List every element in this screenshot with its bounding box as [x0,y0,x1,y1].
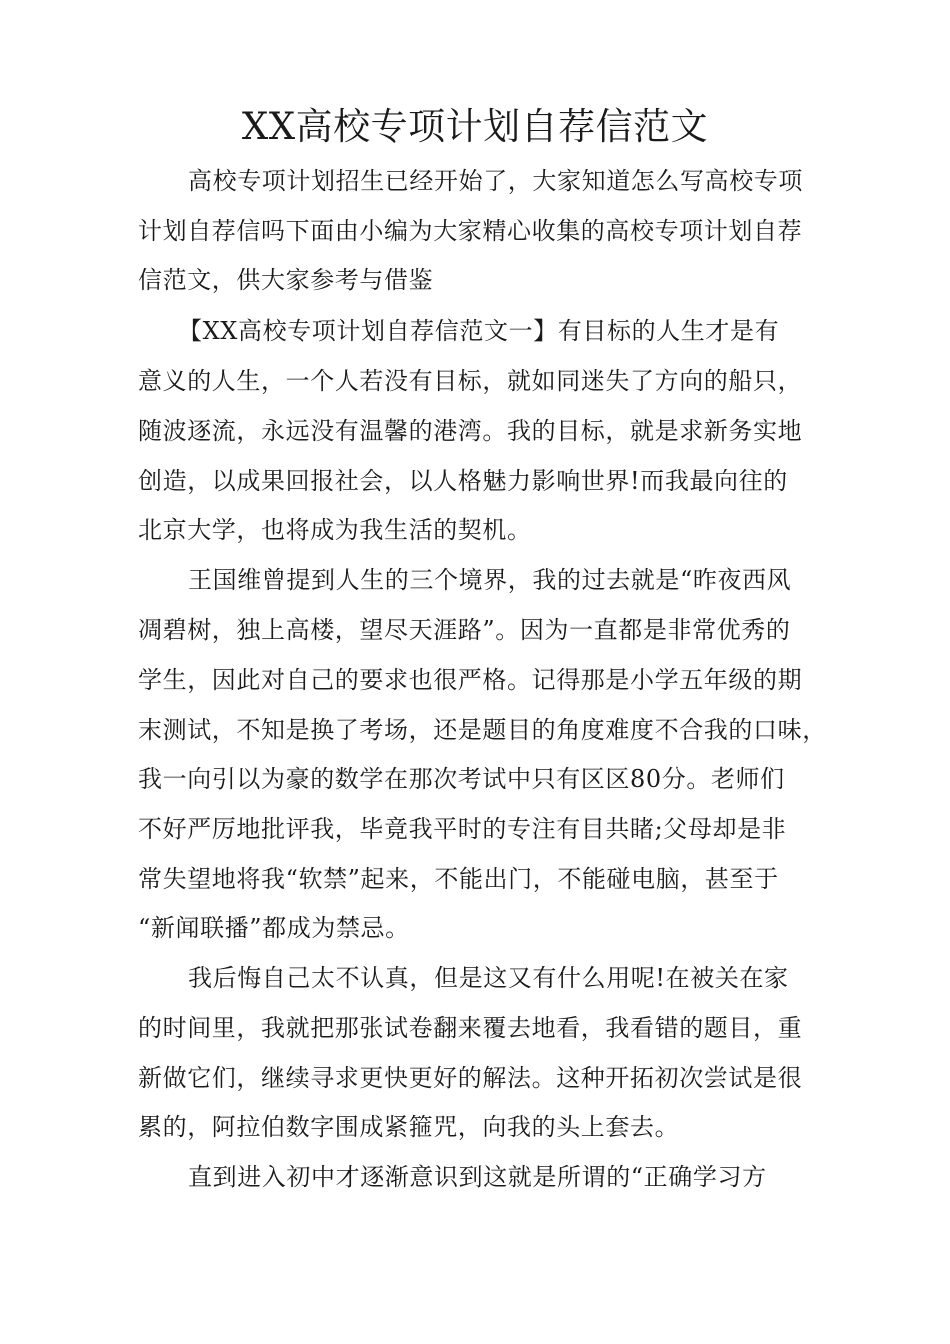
document-title: XX高校专项计划自荐信范文 [241,105,709,148]
text-line: 信范文，供大家参考与借鉴 [138,266,434,294]
text-line: 累的，阿拉伯数字围成紧箍咒，向我的头上套去。 [138,1113,680,1141]
text-line: 常失望地将我“软禁”起来，不能出门，不能碰电脑，甚至于 [138,865,779,893]
text-line: 我后悔自己太不认真，但是这又有什么用呢!在被关在家 [188,964,789,992]
text-line: 意义的人生，一个人若没有目标，就如同迷失了方向的船只， [138,367,803,395]
text-line: 末测试，不知是换了考场，还是题目的角度难度不合我的口味， [138,716,827,744]
text-line: 随波逐流，永远没有温馨的港湾。我的目标，就是求新务实地 [138,417,803,445]
text-line: 计划自荐信吗下面由小编为大家精心收集的高校专项计划自荐 [138,217,803,245]
text-line: 学生，因此对自己的要求也很严格。记得那是小学五年级的期 [138,666,803,694]
text-line: 凋碧树，独上高楼，望尽天涯路”。因为一直都是非常优秀的 [138,616,791,644]
text-line: 不好严厉地批评我，毕竟我平时的专注有目共睹;父母却是非 [138,815,787,843]
text-line: 我一向引以为豪的数学在那次考试中只有区区80分。老师们 [138,765,785,793]
text-line: 创造，以成果回报社会，以人格魅力影响世界!而我最向往的 [138,467,788,495]
text-line: 王国维曾提到人生的三个境界，我的过去就是“昨夜西风 [188,566,792,594]
text-line: 的时间里，我就把那张试卷翻来覆去地看，我看错的题目，重 [138,1014,803,1042]
text-line: 高校专项计划招生已经开始了，大家知道怎么写高校专项 [188,167,803,195]
text-line: 北京大学，也将成为我生活的契机。 [138,516,532,544]
text-line: 新做它们，继续寻求更快更好的解法。这种开拓初次尝试是很 [138,1064,803,1092]
text-line: 【XX高校专项计划自荐信范文一】有目标的人生才是有 [178,317,780,345]
text-line: “新闻联播”都成为禁忌。 [138,914,410,942]
text-line: 直到进入初中才逐渐意识到这就是所谓的“正确学习方 [188,1163,767,1191]
